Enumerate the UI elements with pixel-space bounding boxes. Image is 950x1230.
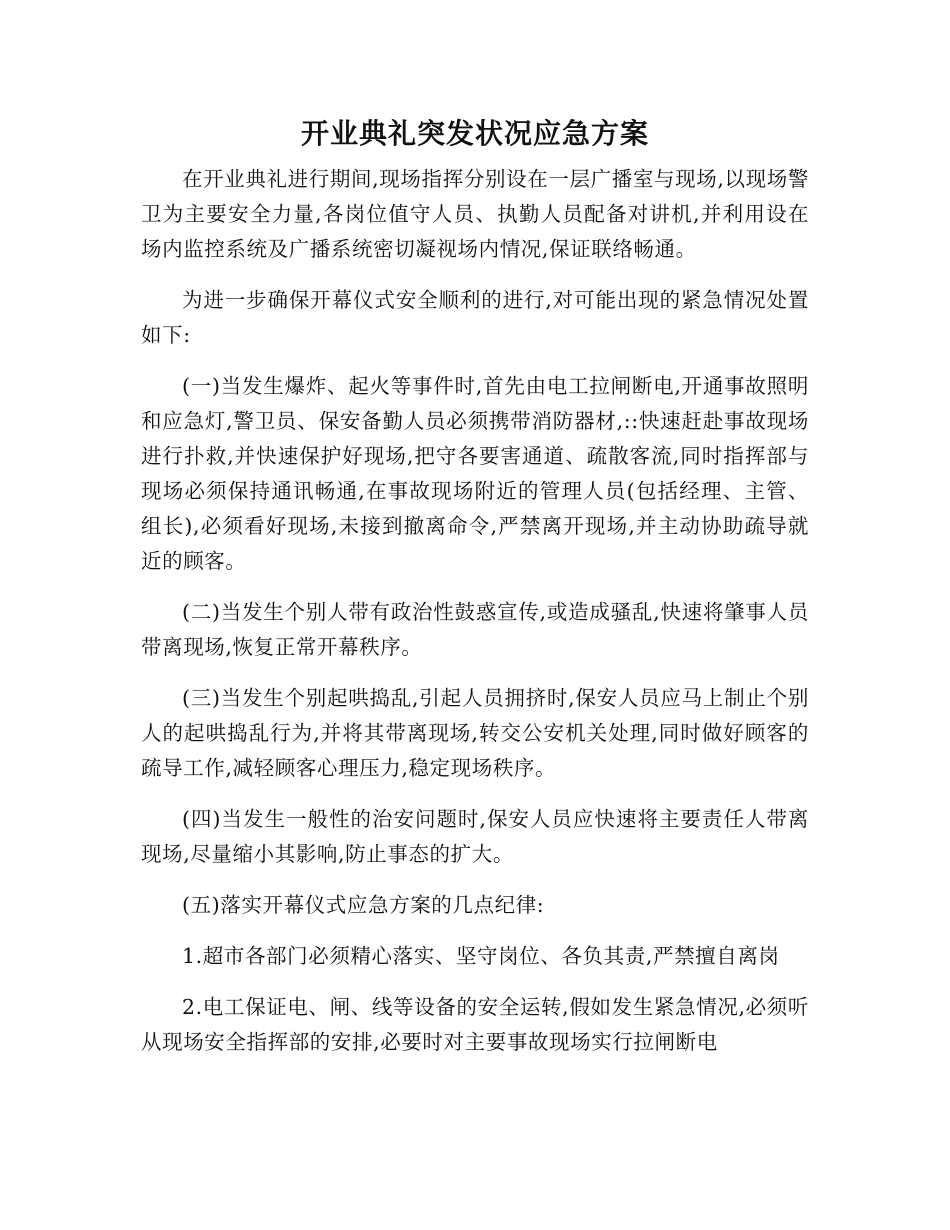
document-body bbox=[141, 112, 809, 1076]
paragraph-intro: 在开业典礼进行期间,现场指挥分别设在一层广播室与现场,以现场警卫为主要安全力量,各岗位值守人员、执勤人员配备对讲机,并利用设在场内监控系统及广播系统密切凝视场内情况,保证联络畅通。 bbox=[141, 167, 809, 261]
paragraph-item-5: (五)落实开幕仪式应急方案的几点纪律: bbox=[182, 893, 545, 917]
paragraph-purpose: 为进一步确保开幕仪式安全顺利的进行,对可能出现的紧急情况处置如下: bbox=[141, 288, 809, 347]
document-title: 开业典礼突发状况应急方案 bbox=[300, 117, 649, 150]
paragraph-item-4: (四)当发生一般性的治安问题时,保安人员应快速将主要责任人带离现场,尽量缩小其影响,防止事态的扩大。 bbox=[141, 807, 809, 866]
paragraph-item-3: (三)当发生个别起哄捣乱,引起人员拥挤时,保安人员应马上制止个别人的起哄捣乱行为,并将其带离现场,转交公安机关处理,同时做好顾客的疏导工作,减轻顾客心理压力,稳定现场秩序。 bbox=[141, 686, 809, 780]
paragraph-rule-1: 1.超市各部门必须精心落实、坚守岗位、各负其责,严禁擅自离岗 bbox=[182, 944, 780, 968]
paragraph-item-2: (二)当发生个别人带有政治性鼓惑宣传,或造成骚乱,快速将肇事人员带离现场,恢复正常开幕秩序。 bbox=[141, 600, 809, 659]
paragraph-item-1: (一)当发生爆炸、起火等事件时,首先由电工拉闸断电,开通事故照明和应急灯,警卫员、保安备勤人员必须携带消防器材,::快速赶赴事故现场进行扑救,并快速保护好现场,把守各要害通道、疏散客流,同时指挥部与现场必须保持通讯畅通,在事故现场附近的管理人员(包括经理、主管、组长),必须看好现场,未接到撤离命令,严禁离开现场,并主动协助疏导就近的顾客。 bbox=[141, 374, 809, 573]
paragraph-rule-2: 2.电工保证电、闸、线等设备的安全运转,假如发生紧急情况,必须听从现场安全指挥部的安排,必要时对主要事故现场实行拉闸断电 bbox=[141, 995, 809, 1054]
